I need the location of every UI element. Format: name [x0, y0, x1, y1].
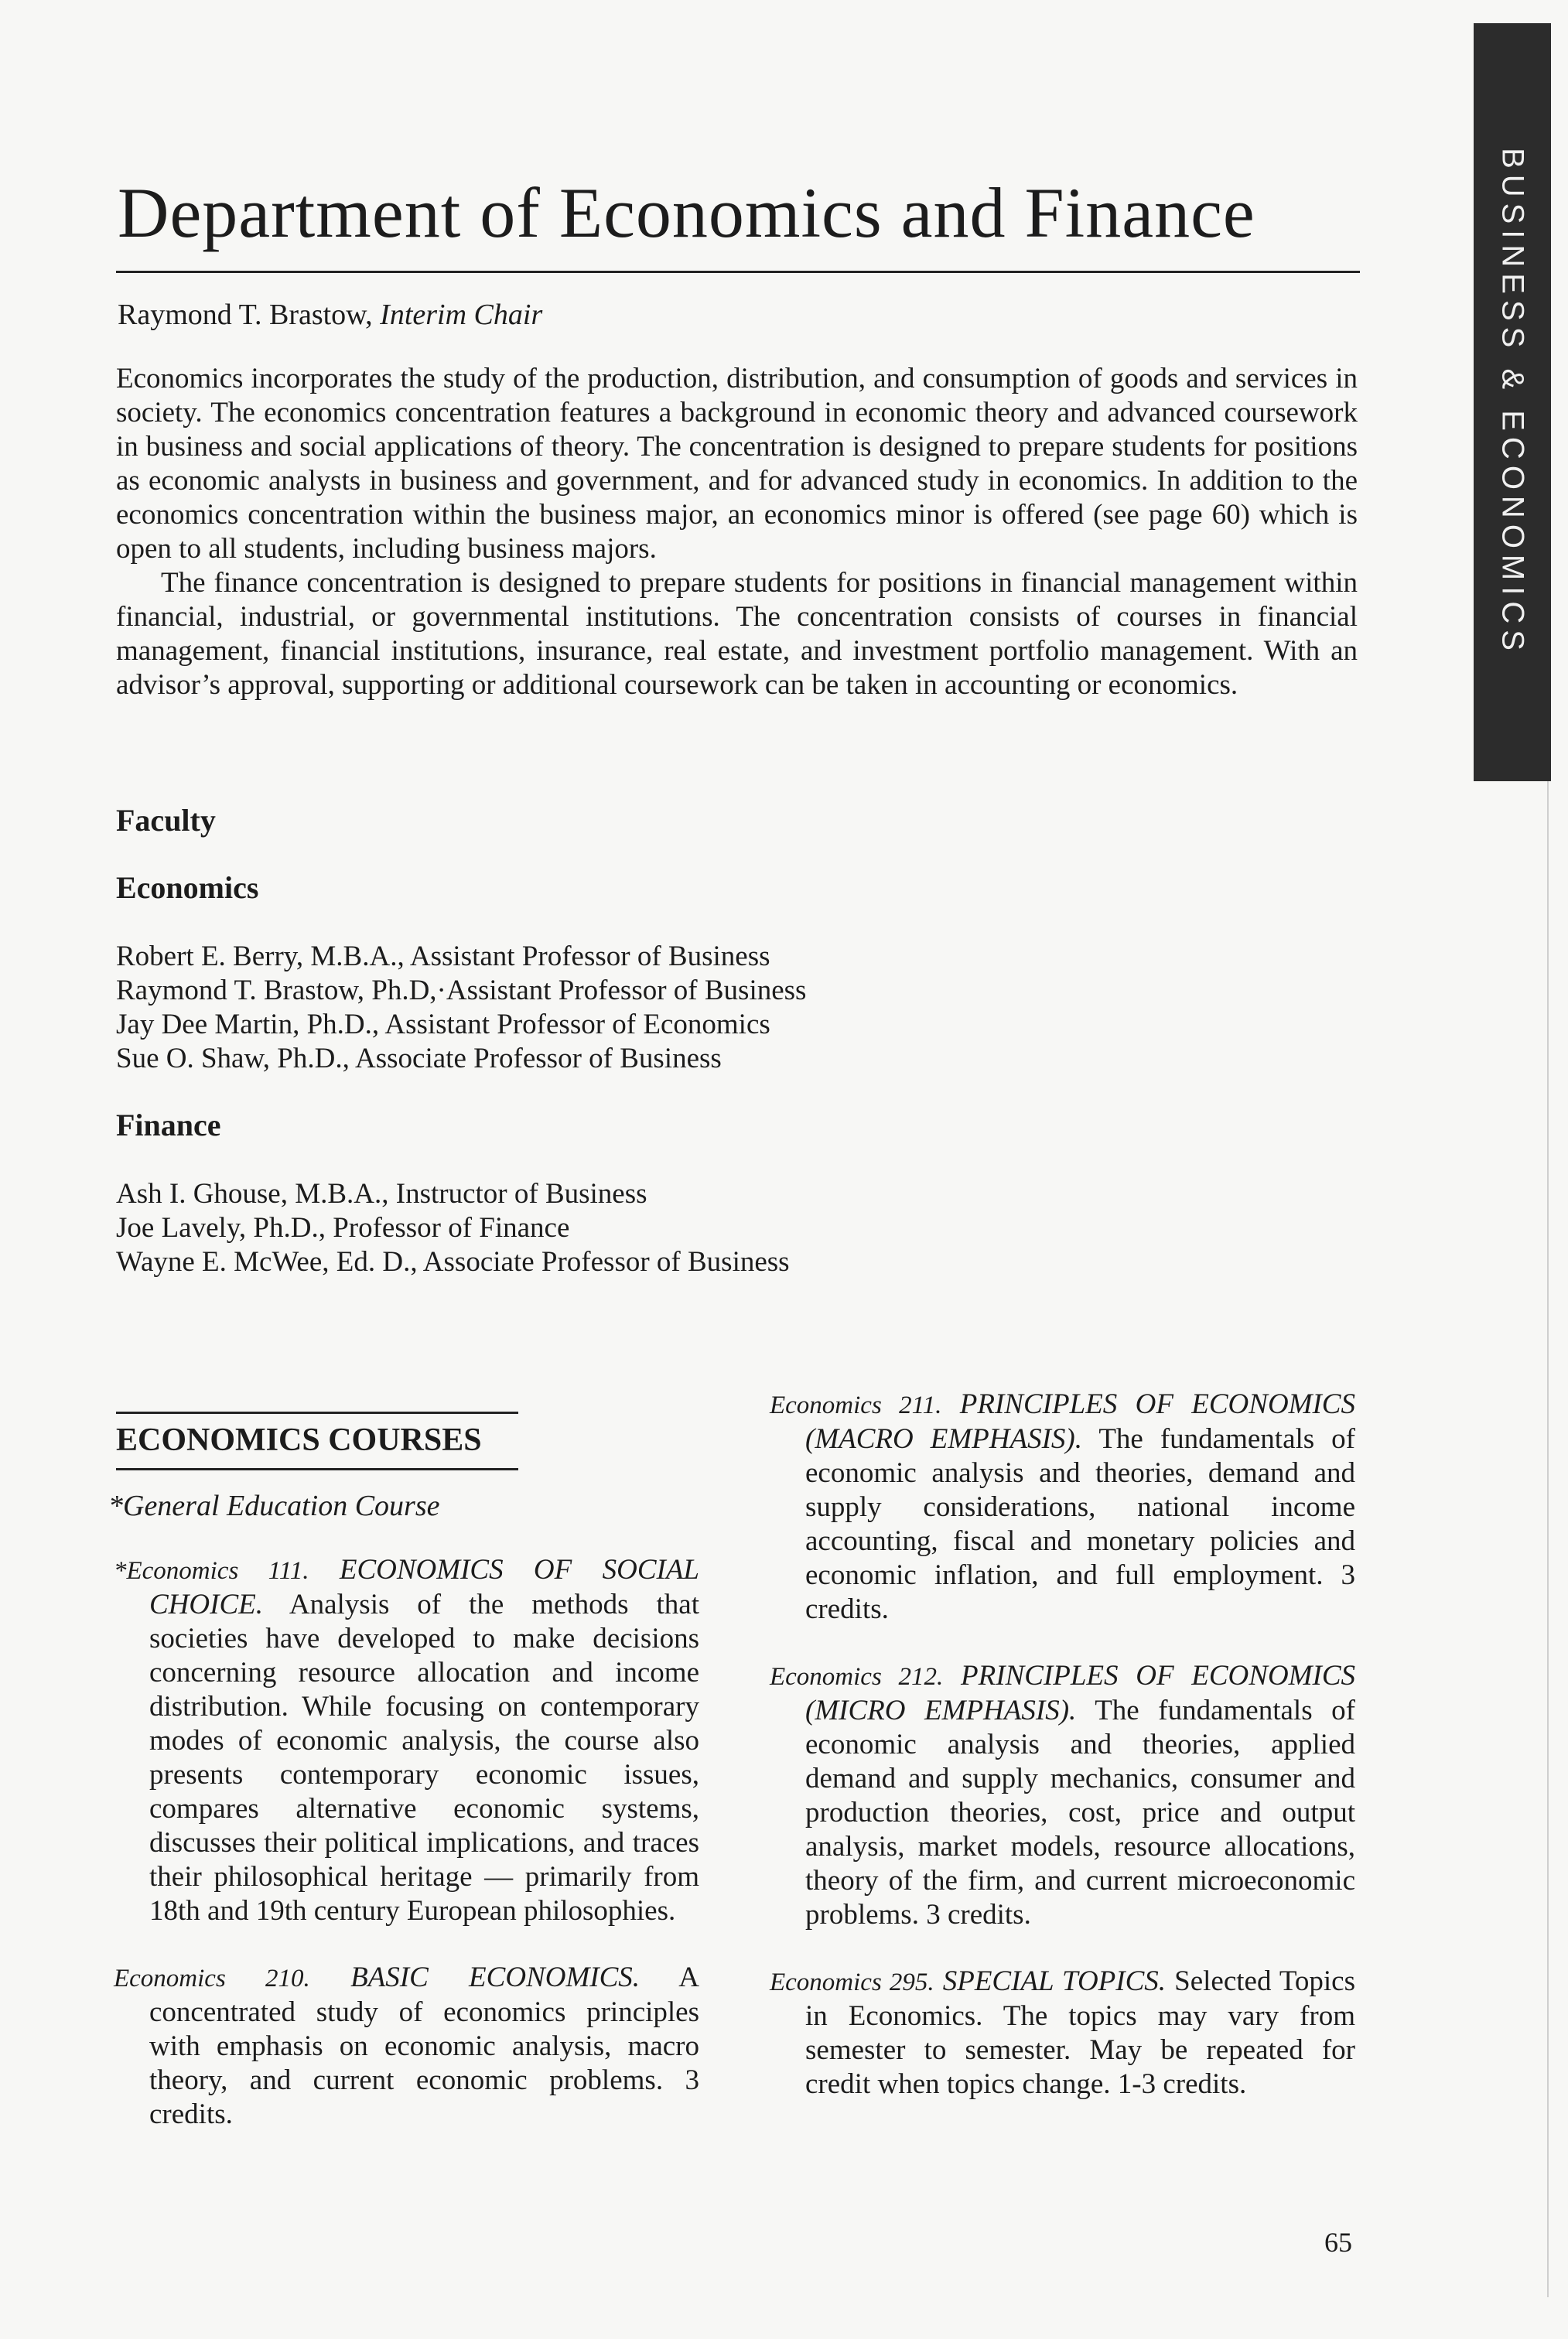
course-title: ECONOMICS OF SOCIAL CHOICE.: [149, 1554, 699, 1620]
gen-ed-note: *General Education Course: [108, 1490, 440, 1522]
course-number: Economics 212.: [770, 1663, 944, 1691]
course-description: Analysis of the methods that societies have developed to make decisions concerning resource allocation and income distribution. While focusing on contemporary modes of economic analysis, the course also presents contemporary economic issues, compares alternative economic systems, discusses their political implications, and traces their philosophical heritage — primarily from 18th and 19th century European philosophies.: [149, 1589, 699, 1927]
economics-faculty-list: [116, 940, 806, 1076]
chair-role: Interim Chair: [380, 299, 543, 331]
course-title: PRINCIPLES OF ECONOMICS (MACRO EMPHASIS).: [805, 1388, 1355, 1455]
faculty-member: Ash I. Ghouse, M.B.A., Instructor of Business: [116, 1178, 647, 1210]
course-number: *Economics 111.: [114, 1557, 309, 1585]
course-description: The fundamentals of economic analysis and theories, applied demand and supply mechanics, consumer and production theories, cost, price and output analysis, market models, resource allocations, theory of the firm, and current microeconomic problems. 3 credits.: [805, 1695, 1355, 1931]
intro-text: [116, 362, 1358, 702]
courses-rule-bottom: [116, 1468, 518, 1470]
course-entry: [770, 1659, 1355, 1932]
faculty-member: Jay Dee Martin, Ph.D., Assistant Professor of Economics: [116, 1009, 770, 1040]
course-description: A concentrated study of economics principles with emphasis on economic analysis, macro theory, and current economic problems. 3 credits.: [149, 1962, 699, 2130]
course-title: PRINCIPLES OF ECONOMICS (MICRO EMPHASIS).: [805, 1660, 1355, 1726]
faculty-member: Sue O. Shaw, Ph.D., Associate Professor of Business: [116, 1043, 722, 1074]
chair-line: [118, 298, 542, 332]
course-number: Economics 210.: [114, 1965, 310, 1992]
faculty-heading: Faculty: [116, 803, 216, 838]
courses-right-column: [770, 1388, 1355, 2134]
courses-left-column: [114, 1553, 699, 2164]
course-entry: [114, 1961, 699, 2132]
course-title: BASIC ECONOMICS.: [350, 1962, 641, 1993]
course-entry: [770, 1965, 1355, 2102]
course-description: Selected Topics in Economics. The topics may vary from semester to semester. May be repeated for credit when topics change. 1-3 credits.: [805, 1965, 1355, 2100]
course-entry: [770, 1388, 1355, 1627]
course-description: The fundamentals of economic analysis and theories, demand and supply considerations, national income accounting, fiscal and monetary policies and economic inflation, and full employment. 3 credits.: [805, 1423, 1355, 1625]
faculty-member: Joe Lavely, Ph.D., Professor of Finance: [116, 1212, 570, 1244]
courses-heading: ECONOMICS COURSES: [116, 1422, 482, 1458]
page-title: Department of Economics and Finance: [118, 173, 1255, 252]
title-divider: [116, 271, 1360, 273]
section-tab-label: BUSINESS & ECONOMICS: [1495, 148, 1530, 657]
courses-rule-top: [116, 1412, 518, 1414]
finance-faculty-heading: Finance: [116, 1108, 221, 1142]
page-edge-line: [1547, 781, 1549, 2297]
faculty-member: Robert E. Berry, M.B.A., Assistant Professor of Business: [116, 941, 770, 972]
intro-paragraph-finance: The finance concentration is designed to prepare students for positions in financial management within financial, industrial, or governmental institutions. The concentration consists of courses in financial management, financial institutions, insurance, real estate, and investment portfolio management. With an advisor’s approval, supporting or additional coursework can be taken in accounting or economics.: [116, 567, 1358, 701]
course-title: SPECIAL TOPICS.: [942, 1965, 1167, 1997]
intro-paragraph-economics: Economics incorporates the study of the production, distribution, and consumption of goods and services in society. The economics concentration features a background in economic theory and advanced coursework in business and social applications of theory. The concentration is designed to prepare students for positions as economic analysts in business and government, and for advanced study in economics. In addition to the economics concentration within the business major, an economics minor is offered (see page 60) which is open to all students, including business majors.: [116, 363, 1358, 565]
page-number: 65: [1324, 2227, 1352, 2258]
chair-name: Raymond T. Brastow,: [118, 299, 381, 331]
economics-faculty-heading: Economics: [116, 870, 259, 905]
course-entry: [114, 1553, 699, 1928]
course-number: Economics 295.: [770, 1969, 934, 1996]
section-side-tab: [1474, 23, 1551, 781]
faculty-member: Wayne E. McWee, Ed. D., Associate Professor of Business: [116, 1246, 790, 1278]
finance-faculty-list: [116, 1177, 790, 1279]
faculty-member: Raymond T. Brastow, Ph.D,·Assistant Professor of Business: [116, 975, 807, 1006]
course-number: Economics 211.: [770, 1391, 942, 1419]
